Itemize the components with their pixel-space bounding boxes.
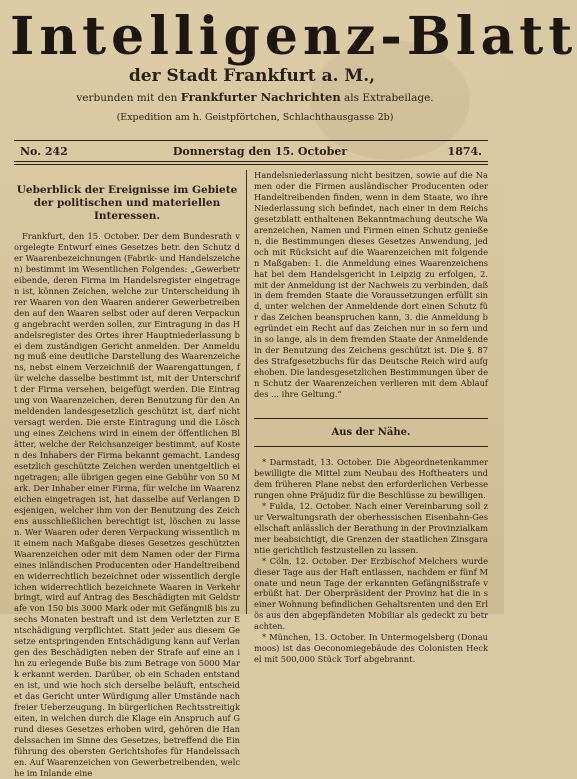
news-item: * Fulda, 12. October. Nach einer Vereinbarung soll zur Verwaltungsrath der oberhessischen Eisenbahn-Gesellschaft anlässlich der Berathung in der Provinzialkammer beabsichtigt, die Grenzen der staatlichen Zinsgarantie gerichtlich festzustellen zu lassen. <box>254 500 489 555</box>
news-item: * München, 13. October. In Untermogelsberg (Donaumoos) ist das Oeconomiegebäude des Colonisten Heckel mit 500,000 Stück Torf abgebrannt. <box>254 632 488 665</box>
issue-number: No. 242 <box>20 145 68 158</box>
expedition-address: (Expedition am h. Geistpförtchen, Schlachthausgasse 2b) <box>116 112 394 123</box>
news-item: * Darmstadt, 13. October. Die Abgeordnetenkammer bewilligte die Mittel zum Neubau des Hoftheaters und dem früheren Plane nebst den erforderlichen Verbesserungen ohne Präjudiz für die Beschlüsse zu bewilligen. <box>254 457 488 500</box>
article-paragraph: Frankfurt, den 15. October. Der dem Bundesrath vorgelegte Entwurf eines Gesetzes betr. den Schutz der Waarenbezeichnungen (Fabrik- und Handelszeichen) bestimmt im Wesentlichen Folgendes: „Gewerbetreibende, deren Firma im Handelsregister eingetragen ist, können Zeichen, welche zur Unterscheidung ihrer Waaren von den Waaren anderer Gewerbetreibenden auf den Waaren selbst oder auf deren Verpackung angebracht werden sollen, zur Eintragung in das Handelsregister des Ortes ihrer Hauptniederlassung bei dem zuständigen Gericht anmelden. Der Anmeldung muß eine deutliche Darstellung des Waarenzeichens, nebst einem Verzeichniß der Waarengattungen, für welche dasselbe bestimmt ist, mit der Unterschrift der Firma versehen, beigefügt werden. Die Eintragung von Waarenzeichen, deren Benutzung für den Anmeldenden landesgesetzlich geschützt ist, darf nicht versagt werden. Die erste Eintragung und die Löschung eines Zeichens wird in einem der öffentlichen Blätter, welche der Reichsanzeiger bestimmt, auf Kosten des Inhabers der Firma bekannt gemacht. Landesgesetzlich geschützte Zeichen werden unentgeltlich eingetragen; alle übrigen gegen eine Gebühr von 50 Mark. Der Inhaber einer Firma, für welche im Waarenzeichen eingetragen ist, hat dasselbe auf Verlangen Desjenigen, welcher ihm von der Benutzung des Zeichens ausschließlichen berechtigt ist, löschen zu lassen. Wer Waaren oder deren Verpackung wissentlich mit einem nach Maßgabe dieses Gesetzes geschützten Waarenzeichen oder mit dem Namen oder der Firma eines inländischen Producenten oder Handeltreibenden widerrechtlich bezeichnet oder wissentlich dergleichen widerrechtlich bezeichnete Waaren in Verkehr bringt, wird auf Antrag des Beschädigten mit Geldstrafe von 150 bis 3000 Mark oder mit Gefängniß bis zu sechs Monaten bestraft und ist dem Verletzten zur Entschädigung verpflichtet. Statt jeder aus diesem Gesetze entspringenden Entschädigung kann auf Verlangen des Beschädigten neben der Strafe auf eine an ihn zu erlegende Buße bis zum Betrage von 5000 Mark erkannt werden. Darüber, ob ein Schaden entstanden ist, und wie hoch sich derselbe beläuft, entscheidet das Gericht unter Würdigung aller Umstände nach freier Ueberzeugung. In bürgerlichen Rechtsstreitigkeiten, in welchen durch die Klage ein Anspruch auf Grund dieses Gesetzes erhoben wird, gehören die Handelssachen im Sinne des Gesetzes, betreffend die Einführung des obersten Gerichtshofes für Handelssachen. Auf Waarenzeichen von Gewerbetreibenden, welche im Inlande eine <box>14 231 240 778</box>
article-continuation: Handelsniederlassung nicht besitzen, sowie auf die Namen oder die Firmen ausländischer Producenten oder Handeltreibenden finden, wenn in dem Staate, wo ihre Niederlassung sich befindet, nach einer in dem Reichsgesetzblatt enthaltenen Bekanntmachung deutsche Waarenzeichen, Namen und Firmen einen Schutz genießen, die Bestimmungen dieses Gesetzes Anwendung, jedoch mit Rücksicht auf die Waarenzeichen mit folgenden Maßgaben: 1. die Anmeldung eines Waarenzeichens hat bei dem Handelsgericht in Leipzig zu erfolgen, 2. mit der Anmeldung ist der Nachweis zu verbinden, daß in dem fremden Staate die Voraussetzungen erfüllt sind, unter welchen der Anmeldende dort einen Schutz für das Zeichen beanspruchen kann, 3. die Anmeldung begründet ein Recht auf das Zeichen nur in so fern und in so lange, als in dem fremden Staate der Anmeldende in der Benutzung des Zeichens geschützt ist. Die §. 87 des Strafgesetzbuchs für das Deutsche Reich wird aufgehoben. Die landesgesetzlichen Bestimmungen über den Schutz der Waarenzeichen verlieren mit dem Ablauf des ... ihre Geltung.“ <box>254 170 489 400</box>
issue-year: 1874. <box>447 145 482 158</box>
issue-date: Donnerstag den 15. October <box>172 145 348 158</box>
header-rule-bottom-thin <box>14 164 488 165</box>
right-column <box>254 170 489 665</box>
header-rule-bottom <box>14 161 488 162</box>
masthead-subline <box>20 90 490 104</box>
subline-suffix: als Extrabeilage. <box>344 92 434 104</box>
news-item: * Cöln, 12. October. Der Erzbischof Melchers wurde dieser Tage aus der Haft entlassen, nachdem er fünf Monate und neun Tage der erkannten Gefängnißstrafe verbüßt hat. Der Oberpräsident der Provinz hat die in seiner Wohnung befindlichen Gehaltsrenten und den Erlös aus den abgepfändeten Mobiliar als gedeckt zu betrachten. <box>254 555 488 632</box>
section-heading-box <box>254 418 488 447</box>
column-divider <box>246 170 247 614</box>
subline-paper-name: Frankfurter Nachrichten <box>180 90 341 104</box>
masthead-title: Intelligenz-Blatt <box>10 6 577 67</box>
header-rule-top <box>14 140 488 141</box>
section-heading: Aus der Nähe. <box>331 427 411 439</box>
subline-prefix: verbunden mit den <box>76 92 178 104</box>
left-column <box>14 170 240 778</box>
article-headline: Ueberblick der Ereignisse im Gebiete der politischen und materiellen Interessen. <box>16 184 238 222</box>
masthead-subtitle: der Stadt Frankfurt a. M., <box>128 66 376 86</box>
